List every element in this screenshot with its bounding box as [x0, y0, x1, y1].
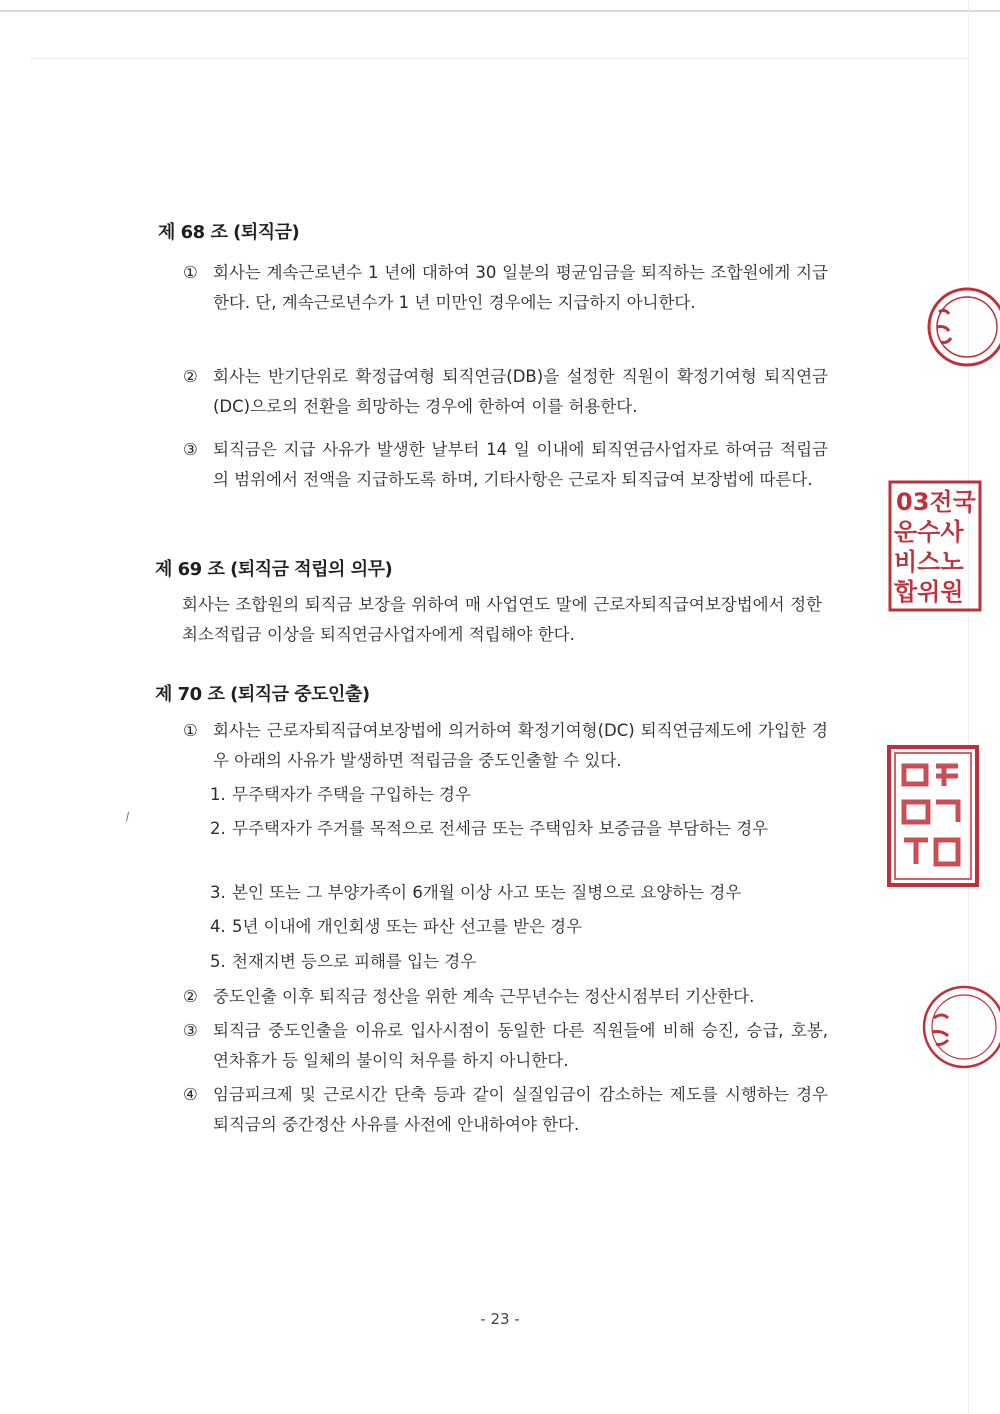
- subitem-text: 천재지변 등으로 피해를 입는 경우: [232, 952, 477, 971]
- stray-pen-mark: [126, 812, 132, 823]
- item-number: ④: [183, 1085, 198, 1104]
- item-number: ①: [183, 263, 198, 282]
- article-68-heading: 제 68 조 (퇴직금): [158, 222, 300, 243]
- seal-line-1: 03전국: [896, 488, 976, 516]
- article-70-heading: 제 70 조 (퇴직금 중도인출): [155, 684, 370, 705]
- article-69-paragraph: 회사는 조합원의 퇴직금 보장을 위하여 매 사업연도 말에 근로자퇴직급여보장법에서 정한 최소적립금 이상을 퇴직연금사업자에게 적립해야 한다.: [182, 595, 822, 644]
- subitem-text: 무주택자가 주거를 목적으로 전세금 또는 주택임차 보증금을 부담하는 경우: [232, 819, 769, 838]
- page-number: - 23 -: [480, 1310, 520, 1328]
- subitem-number: 2.: [210, 819, 226, 838]
- seal-line-2: 운수사: [894, 518, 964, 546]
- scan-edge-top: [0, 10, 1000, 12]
- seal-line-4: 합위원: [894, 578, 964, 606]
- scan-edge-line: [30, 58, 970, 59]
- item-text: 임금피크제 및 근로시간 단축 등과 같이 실질임금이 감소하는 제도를 시행하는 경우 퇴직금의 중간정산 사유를 사전에 안내하여야 한다.: [213, 1085, 828, 1134]
- item-text: 회사는 근로자퇴직급여보장법에 의거하여 확정기여형(DC) 퇴직연금제도에 가입한 경우 아래의 사유가 발생하면 적립금을 중도인출할 수 있다.: [213, 721, 828, 770]
- square-seal-stamp: [886, 744, 966, 889]
- article-69-heading: 제 69 조 (퇴직금 적립의 의무): [155, 559, 393, 580]
- round-seal-stamp-1: [925, 282, 965, 372]
- item-number: ③: [183, 1021, 198, 1040]
- item-number: ②: [183, 987, 198, 1006]
- item-text: 퇴직금 중도인출을 이유로 입사시점이 동일한 다른 직원들에 비해 승진, 승급, 호봉, 연차휴가 등 일체의 불이익 처우를 하지 아니한다.: [213, 1021, 828, 1070]
- item-number: ①: [183, 721, 198, 740]
- item-number: ②: [183, 367, 198, 386]
- scan-edge-right: [968, 0, 969, 1414]
- subitem-number: 3.: [210, 883, 226, 902]
- item-text: 퇴직금은 지급 사유가 발생한 날부터 14 일 이내에 퇴직연금사업자로 하여금 적립금의 범위에서 전액을 지급하도록 하며, 기타사항은 근로자 퇴직급여 보장법에 따른다.: [213, 440, 828, 489]
- seal-line-3: 비스노: [894, 548, 964, 576]
- item-text: 회사는 반기단위로 확정급여형 퇴직연금(DB)을 설정한 직원이 확정기여형 퇴직연금(DC)으로의 전환을 희망하는 경우에 한하여 이를 허용한다.: [213, 367, 828, 416]
- subitem-text: 본인 또는 그 부양가족이 6개월 이상 사고 또는 질병으로 요양하는 경우: [232, 883, 742, 902]
- subitem-number: 1.: [210, 785, 226, 804]
- subitem-number: 4.: [210, 917, 226, 936]
- item-text: 중도인출 이후 퇴직금 정산을 위한 계속 근무년수는 정산시점부터 기산한다.: [213, 987, 755, 1006]
- item-text: 회사는 계속근로년수 1 년에 대하여 30 일분의 평균임금을 퇴직하는 조합원에게 지급한다. 단, 계속근로년수가 1 년 미만인 경우에는 지급하지 아니한다.: [213, 263, 828, 312]
- subitem-number: 5.: [210, 952, 226, 971]
- item-number: ③: [183, 440, 198, 459]
- round-seal-stamp-2: [918, 982, 964, 1072]
- subitem-text: 무주택자가 주택을 구입하는 경우: [232, 785, 471, 804]
- union-seal-stamp: [888, 480, 976, 615]
- subitem-text: 5년 이내에 개인회생 또는 파산 선고를 받은 경우: [232, 917, 583, 936]
